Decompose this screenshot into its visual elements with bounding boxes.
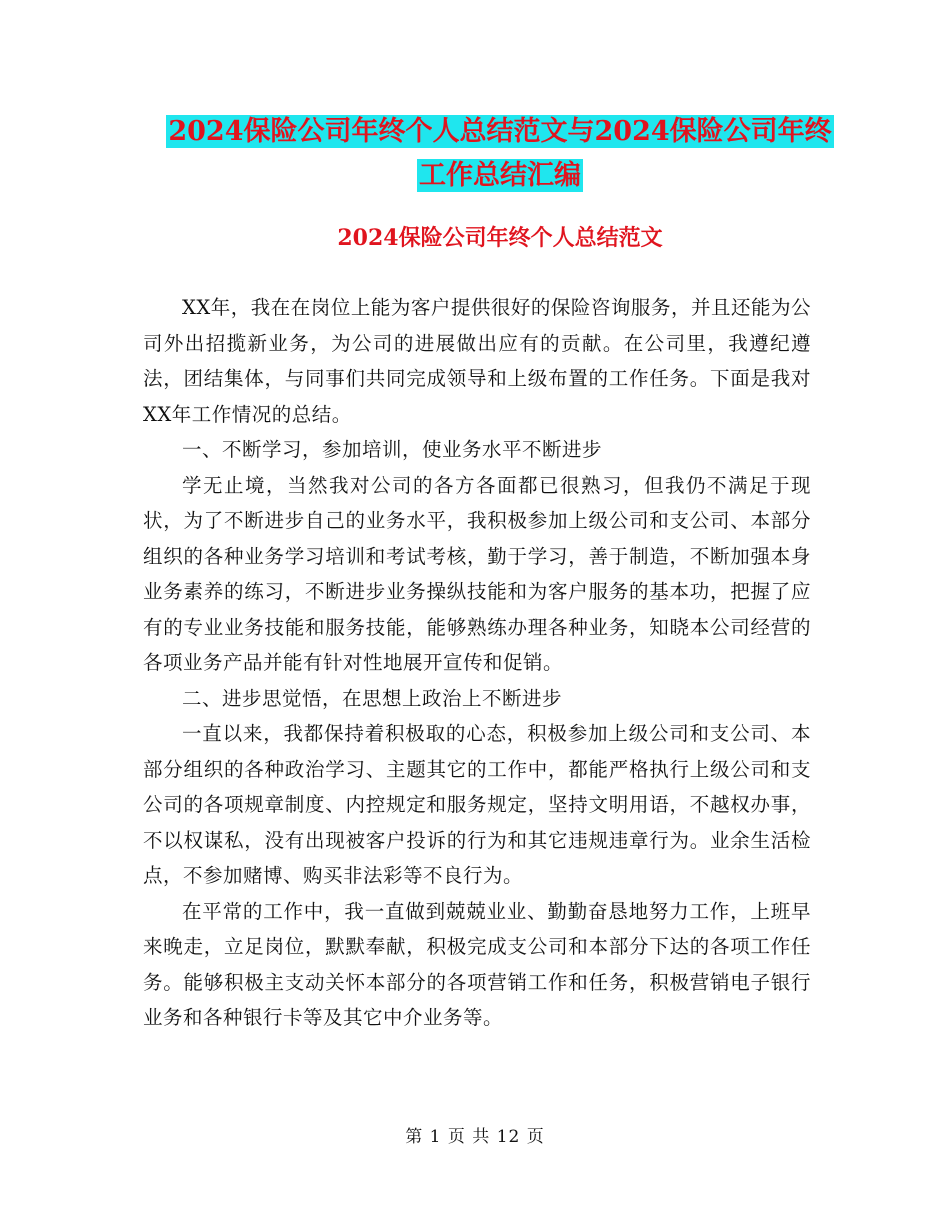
document-title — [140, 110, 860, 198]
section-title: 2024保险公司年终个人总结范文 — [337, 225, 663, 251]
page-footer: 第 1 页 共 12 页 — [405, 1127, 545, 1147]
heading-two: 二、进步思觉悟，在思想上政治上不断进步 — [182, 686, 563, 710]
document-body — [143, 290, 811, 1036]
paragraph-politics: 一直以来，我都保持着积极取的心态，积极参加上级公司和支公司、本部分组织的各种政治学习、主题其它的工作中，都能严格执行上级公司和支公司的各项规章制度、内控规定和服务规定，坚持文明用语，不越权办事，不以权谋私，没有出现被客户投诉的行为和其它违规违章行为。业余生活检点，不参加赌博、购买非法彩等不良行为。 — [143, 722, 811, 887]
paragraph-intro: XX年，我在在岗位上能为客户提供很好的保险咨询服务，并且还能为公司外出招揽新业务，为公司的进展做出应有的贡献。在公司里，我遵纪遵法，团结集体，与同事们共同完成领导和上级布置的工作任务。下面是我对XX年工作情况的总结。 — [143, 296, 811, 426]
heading-one: 一、不断学习，参加培训，使业务水平不断进步 — [182, 438, 603, 461]
paragraph-daily-work: 在平常的工作中，我一直做到兢兢业业、勤勤奋恳地努力工作，上班早来晚走，立足岗位，默默奉献，积极完成支公司和本部分下达的各项工作任务。能够积极主支动关怀本部分的各项营销工作和任务，积极营销电子银行业务和各种银行卡等及其它中介业务等。 — [143, 899, 811, 1029]
title-line-1: 2024保险公司年终个人总结范文与2024保险公司年终 — [168, 116, 832, 147]
paragraph-learning: 学无止境，当然我对公司的各方各面都已很熟习，但我仍不满足于现状，为了不断进步自己的业务水平，我积极参加上级公司和支公司、本部分组织的各种业务学习培训和考试考核，勤于学习，善于制造，不断加强本身业务素养的练习，不断进步业务操纵技能和为客户服务的基本功，把握了应有的专业业务技能和服务技能，能够熟练办理各种业务，知晓本公司经营的各项业务产品并能有针对性地展开宣传和促销。 — [143, 473, 811, 674]
title-line-2: 工作总结汇编 — [419, 160, 581, 191]
